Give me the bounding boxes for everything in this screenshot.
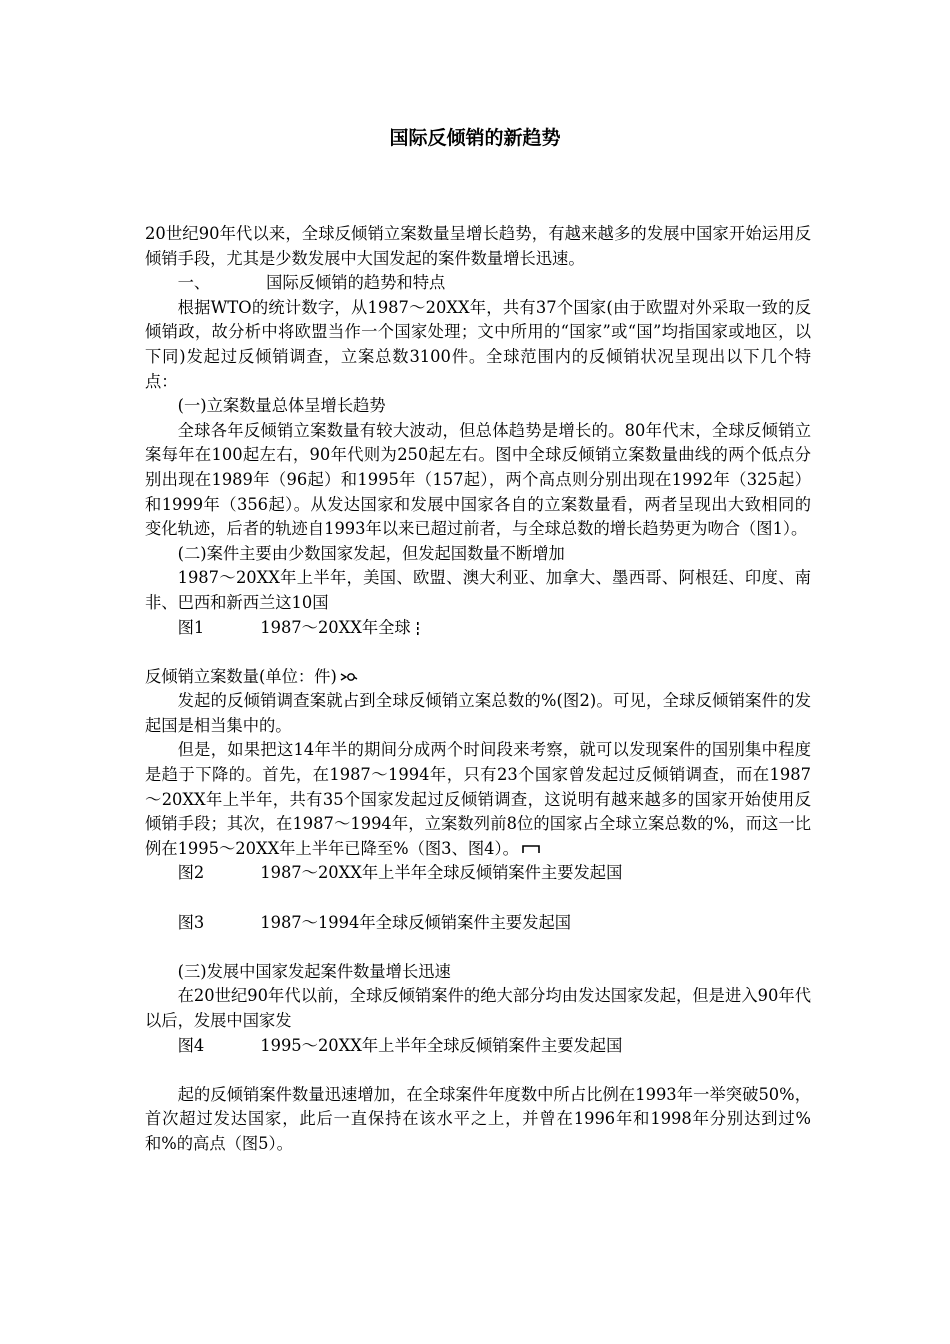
figure-4-caption-text: 1995～20XX年上半年全球反倾销案件主要发起国	[260, 1035, 623, 1055]
document-title: 国际反倾销的新趋势	[389, 127, 561, 149]
chart-glyph-icon	[340, 671, 358, 683]
figure-3-caption	[145, 911, 811, 936]
figure-3-caption-text: 1987～1994年全球反倾销案件主要发起国	[260, 912, 572, 932]
figure-1-caption-text: 1987～20XX年全球	[260, 617, 411, 637]
section-1-heading	[145, 271, 811, 296]
figure-2-caption	[145, 861, 811, 886]
wto-paragraph: 根据WTO的统计数字，从1987～20XX年，共有37个国家(由于欧盟对外采取一致的反倾销政，故分析中将欧盟当作一个国家处理；文中所用的“国家”或“国”均指国家或地区，以下同)发起过反倾销调查，立案总数3100件。全球范围内的反倾销状况呈现出以下几个特点：	[145, 297, 811, 391]
figure-1-caption	[145, 616, 811, 641]
figure-2-space	[145, 886, 811, 911]
figure-1-units	[145, 665, 811, 690]
concentrated-paragraph: 发起的反倾销调查案就占到全球反倾销立案总数的%(图2)。可见，全球反倾销案件的发起国是相当集中的。	[145, 691, 811, 735]
figure-1-units-text: 反倾销立案数量(单位：件)	[145, 666, 337, 686]
figure-1-space	[145, 640, 811, 665]
figure-3-label: 图3	[177, 912, 205, 932]
figure-1-label: 图1	[177, 617, 205, 637]
figure-4-space	[145, 1058, 811, 1083]
figure-4-label: 图4	[177, 1035, 205, 1055]
figure-3-space	[145, 935, 811, 960]
ellipsis-mark-icon	[414, 620, 422, 636]
final-paragraph: 起的反倾销案件数量迅速增加，在全球案件年度数中所占比例在1993年一举突破50%，首次超过发达国家，此后一直保持在该水平之上，并曾在1996年和1998年分别达到过%和%的高点（图5）。	[145, 1084, 811, 1153]
figure-4-caption	[145, 1034, 811, 1059]
subheading-1: (一)立案数量总体呈增长趋势	[177, 396, 386, 416]
document-body	[145, 222, 811, 1157]
however-paragraph	[145, 738, 811, 861]
bracket-mark-icon	[522, 844, 540, 854]
countries-paragraph: 1987～20XX年上半年，美国、欧盟、澳大利亚、加拿大、墨西哥、阿根廷、印度、南非、巴西和新西兰这10国	[145, 568, 811, 612]
intro-paragraph: 20世纪90年代以来，全球反倾销立案数量呈增长趋势，有越来越多的发展中国家开始运用反倾销手段，尤其是少数发展中大国发起的案件数量增长迅速。	[145, 224, 811, 268]
subheading-2: (二)案件主要由少数国家发起，但发起国数量不断增加	[177, 543, 565, 563]
section-1-title: 国际反倾销的趋势和特点	[266, 273, 446, 293]
subheading-3: (三)发展中国家发起案件数量增长迅速	[177, 961, 451, 981]
before-90s-paragraph: 在20世纪90年代以前，全球反倾销案件的绝大部分均由发达国家发起，但是进入90年代以后，发展中国家发	[145, 986, 811, 1030]
figure-2-label: 图2	[177, 863, 205, 883]
growth-paragraph: 全球各年反倾销立案数量有较大波动，但总体趋势是增长的。80年代末，全球反倾销立案每年在100起左右，90年代则为250起左右。图中全球反倾销立案数量曲线的两个低点分别出现在1989年（96起）和1995年（157起），两个高点则分别出现在1992年（325起）和1999年（356起）。从发达国家和发展中国家各自的立案数量看，两者呈现出大致相同的变化轨迹，后者的轨迹自1993年以来已超过前者，与全球总数的增长趋势更为吻合（图1）。	[145, 420, 811, 539]
however-paragraph-text: 但是，如果把这14年半的期间分成两个时间段来考察，就可以发现案件的国别集中程度是趋于下降的。首先，在1987～1994年，只有23个国家曾发起过反倾销调查，而在1987～20XX年上半年，共有35个国家发起过反倾销调查，这说明有越来越多的国家开始使用反倾销手段；其次，在1987～1994年，立案数列前8位的国家占全球立案总数的%，而这一比例在1995～20XX年上半年已降至%（图3、图4）。	[145, 740, 811, 858]
section-1-number: 一、	[177, 273, 211, 293]
figure-2-caption-text: 1987～20XX年上半年全球反倾销案件主要发起国	[260, 863, 623, 883]
